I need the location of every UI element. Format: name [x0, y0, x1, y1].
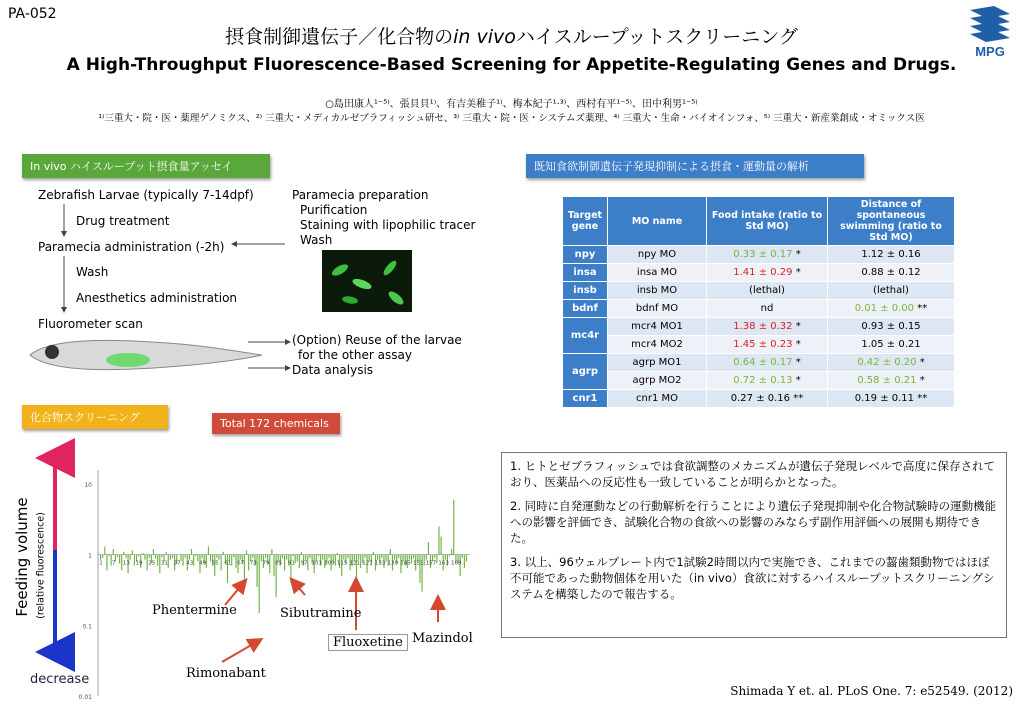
- drug-fluoxetine: Fluoxetine: [328, 634, 408, 651]
- chart-bar: [125, 555, 126, 558]
- chart-bar: [434, 555, 435, 558]
- chart-bar: [208, 547, 209, 555]
- chart-bar: [441, 537, 442, 555]
- section-gene-analysis: 既知食欲制御遺伝子発現抑制による摂食・運動量の解析: [526, 154, 864, 178]
- poster-id: PA-052: [8, 6, 57, 22]
- chart-bar: [394, 555, 395, 560]
- mo-cell: agrp MO2: [608, 372, 707, 390]
- arrow-sibutramine: [292, 580, 305, 595]
- chart-bar: [244, 555, 245, 580]
- mo-cell: insb MO: [608, 282, 707, 300]
- chart-bar: [271, 549, 272, 555]
- flow-step-paramecia: Paramecia administration (-2h): [38, 240, 225, 254]
- chart-bar: [424, 555, 425, 566]
- chart-bar: [166, 552, 167, 555]
- table-row: [563, 390, 955, 408]
- chart-bar: [335, 555, 336, 566]
- flow-diagram: [0, 180, 500, 400]
- table-row: [563, 246, 955, 264]
- chart-bar: [347, 555, 348, 558]
- mpg-logo-stripes-icon: [970, 6, 1010, 42]
- table-row: [563, 264, 955, 282]
- chart-bar: [301, 552, 302, 555]
- chart-bar: [390, 549, 391, 555]
- food-cell: 0.33 ± 0.17 *: [707, 246, 828, 264]
- gene-cell: cnr1: [563, 390, 608, 408]
- flow-step-larvae: Zebrafish Larvae (typically 7-14dpf): [38, 188, 254, 202]
- food-cell: 0.27 ± 0.16 **: [707, 390, 828, 408]
- food-cell: 1.45 ± 0.23 *: [707, 336, 828, 354]
- chart-bar: [305, 555, 306, 560]
- conclusion-box: [501, 452, 1007, 638]
- drug-sibutramine: Sibutramine: [280, 606, 362, 621]
- paramecia-wash: Wash: [300, 233, 333, 247]
- title-ja-post: ハイスループットスクリーニング: [515, 26, 798, 48]
- chart-bar: [223, 552, 224, 555]
- chart-bar: [240, 555, 241, 560]
- chart-bar: [216, 555, 217, 558]
- affiliations: ¹⁾三重大・院・医・薬理ゲノミクス、²⁾ 三重大・メディカルゼブラフィッシュ研セ、³⁾ 三重大・院・医・システムズ薬理、⁴⁾ 三重大・生命・バイオインフォ、⁵⁾ 三重大・新産業創成・オミックス医: [98, 113, 925, 124]
- x-tick-label: 13: [122, 560, 130, 567]
- chart-bar: [373, 552, 374, 555]
- chart-bar: [161, 555, 162, 558]
- dist-cell: 0.88 ± 0.12: [828, 264, 955, 282]
- drug-rimonabant: Rimonabant: [186, 666, 266, 681]
- paramecia-micrograph: [322, 250, 412, 312]
- chart-bar: [377, 555, 378, 560]
- dist-cell: 1.12 ± 0.16: [828, 246, 955, 264]
- chart-bar: [221, 555, 222, 571]
- chart-bar: [309, 555, 310, 558]
- chart-bar: [119, 555, 120, 564]
- chart-bar: [117, 555, 118, 558]
- dist-cell: 0.93 ± 0.15: [828, 318, 955, 336]
- decrease-label: decrease: [30, 672, 90, 687]
- x-tick-label: 55: [211, 560, 219, 567]
- chart-bar: [398, 555, 399, 558]
- x-tick-label: 7: [111, 560, 116, 567]
- chart-bar: [123, 552, 124, 555]
- chart-bar: [102, 555, 103, 558]
- table-row: [563, 282, 955, 300]
- chart-bar: [100, 555, 101, 560]
- chart-bar: [364, 555, 365, 558]
- x-tick-label: 79: [262, 560, 270, 567]
- arrow-rimonabant: [222, 640, 260, 662]
- table-row: [563, 354, 955, 372]
- x-tick-label: 163: [438, 560, 449, 567]
- x-tick-label: 49: [199, 560, 207, 567]
- food-cell: 0.72 ± 0.13 *: [707, 372, 828, 390]
- citation: Shimada Y et. al. PLoS One. 7: e52549. (2012): [730, 684, 1013, 698]
- title-ja-italic: in vivo: [453, 26, 516, 48]
- chart-bar: [130, 555, 131, 560]
- section-compound-screening: 化合物スクリーニング: [22, 405, 168, 429]
- dist-cell: 0.01 ± 0.00 **: [828, 300, 955, 318]
- chart-bar: [227, 555, 228, 583]
- chart-bar: [360, 555, 361, 568]
- total-chemicals-badge: Total 172 chemicals: [212, 413, 340, 434]
- y-tick-label: 0.1: [82, 623, 92, 631]
- x-tick-label: 169: [451, 560, 462, 567]
- x-tick-label: 127: [362, 560, 373, 567]
- option-reuse-2: for the other assay: [298, 348, 412, 362]
- dist-cell: 0.42 ± 0.20 *: [828, 354, 955, 372]
- food-cell: nd: [707, 300, 828, 318]
- dist-cell: 0.58 ± 0.21 *: [828, 372, 955, 390]
- x-tick-label: 115: [336, 560, 348, 567]
- chart-bar: [172, 555, 173, 558]
- header-mo-name: MO name: [608, 197, 707, 246]
- conclusion-2: 2. 同時に自発運動などの行動解析を行うことにより遺伝子発現抑制や化合物試験時の運動機能への影響を評価でき、試験化合物の食欲への影響のみならず副作用評価への展開も期待できた。: [510, 499, 997, 545]
- x-tick-label: 145: [400, 560, 411, 567]
- chart-bar: [246, 550, 247, 554]
- chart-bar: [322, 555, 323, 560]
- header-target-gene: Target gene: [563, 197, 608, 246]
- title-japanese: [0, 22, 1023, 49]
- chart-bar: [451, 549, 452, 555]
- chart-bar: [453, 500, 454, 555]
- chart-bar: [328, 555, 329, 558]
- table-row: [563, 300, 955, 318]
- x-tick-label: 19: [135, 560, 143, 567]
- chart-bar: [144, 555, 145, 560]
- section-invivo-assay: In vivo ハイスループット摂食量アッセイ: [22, 154, 270, 178]
- chart-bar: [286, 555, 287, 560]
- x-tick-label: 67: [237, 560, 245, 567]
- option-reuse: (Option) Reuse of the larvae: [292, 333, 462, 347]
- food-cell: 1.41 ± 0.29 *: [707, 264, 828, 282]
- gene-cell: insb: [563, 282, 608, 300]
- header-food-intake: Food intake (ratio to Std MO): [707, 197, 828, 246]
- mo-cell: cnr1 MO: [608, 390, 707, 408]
- chart-bar: [252, 555, 253, 558]
- title-english: A High-Throughput Fluorescence-Based Screening for Appetite-Regulating Genes and Drugs.: [66, 55, 957, 75]
- x-tick-label: 91: [287, 560, 295, 567]
- chart-bar: [189, 555, 190, 560]
- arrow-phentermine: [225, 581, 245, 605]
- mo-cell: agrp MO1: [608, 354, 707, 372]
- x-tick-label: 1: [99, 560, 103, 567]
- x-tick-label: 85: [275, 560, 283, 567]
- chart-bar: [259, 555, 260, 613]
- x-ticks: [99, 561, 462, 567]
- y-tick-label: 1: [88, 552, 92, 560]
- chart-ylabel: Feeding volume: [13, 497, 31, 617]
- x-tick-label: 121: [349, 560, 361, 567]
- chart-bar: [381, 555, 382, 558]
- x-tick-label: 25: [148, 560, 156, 567]
- chart-bar: [191, 549, 192, 555]
- mo-cell: bdnf MO: [608, 300, 707, 318]
- zebrafish-larva-image: [30, 340, 262, 369]
- flow-step-wash: Wash: [76, 265, 109, 279]
- mo-cell: insa MO: [608, 264, 707, 282]
- paramecia-purification: Purification: [300, 203, 368, 217]
- table-row: [563, 336, 955, 354]
- conclusion-3: 3. 以上、96ウェルプレート内で1試験2時間以内で実施でき、これまでの齧歯類動物ではほぼ不可能であった動物個体を用いた（in vivo）食欲に対するハイスループットスクリーニングシステムを構築したので報告する。: [510, 555, 995, 601]
- chart-ylabel-sub: (relative fluorescence): [35, 512, 47, 619]
- chart-bar: [106, 555, 107, 571]
- dist-cell: 0.19 ± 0.11 **: [828, 390, 955, 408]
- mo-cell: mcr4 MO2: [608, 336, 707, 354]
- paramecia-prep: Paramecia preparation: [292, 188, 429, 202]
- chart-bar: [218, 555, 219, 560]
- chart-bar: [343, 555, 344, 560]
- chart-bar: [202, 555, 203, 559]
- chart-bar: [438, 527, 439, 555]
- drug-mazindol: Mazindol: [412, 631, 473, 646]
- chart-bar: [445, 555, 446, 560]
- table-row: [563, 372, 955, 390]
- chart-bar: [386, 555, 387, 562]
- chart-bar: [185, 555, 186, 558]
- title-ja-pre: 摂食制御遺伝子／化合物の: [225, 26, 454, 48]
- mpg-logo-text: MPG: [975, 44, 1005, 59]
- x-tick-label: 43: [186, 560, 194, 567]
- x-tick-label: 157: [425, 560, 437, 567]
- chart-bar: [419, 555, 420, 583]
- chart-bar: [104, 547, 105, 555]
- chart-bar: [411, 555, 412, 564]
- chart-bar: [428, 542, 429, 554]
- chart-bar: [170, 555, 171, 560]
- chart-bar: [284, 555, 285, 571]
- gene-cell: npy: [563, 246, 608, 264]
- gene-cell: agrp: [563, 354, 608, 390]
- x-tick-label: 97: [300, 560, 308, 567]
- x-tick-label: 133: [374, 560, 386, 567]
- flow-step-anesthetics: Anesthetics administration: [76, 291, 238, 305]
- drug-phentermine: Phentermine: [152, 603, 237, 618]
- x-tick-label: 139: [387, 560, 399, 567]
- mo-results-table: [562, 196, 955, 408]
- dist-cell: (lethal): [828, 282, 955, 300]
- x-tick-label: 61: [224, 560, 232, 567]
- bars: [100, 500, 467, 613]
- food-cell: (lethal): [707, 282, 828, 300]
- chart-bar: [466, 555, 467, 562]
- chart-bar: [157, 555, 158, 566]
- mo-cell: mcr4 MO1: [608, 318, 707, 336]
- conclusion-1: 1. ヒトとゼブラフィッシュでは食欲調整のメカニズムが遺伝子発現レベルで高度に保存されており、医薬品への反応性も一致していることが明らかとなった。: [510, 459, 995, 489]
- chart-bar: [265, 555, 266, 558]
- chart-bar: [358, 555, 359, 560]
- chart-bar: [233, 555, 234, 558]
- x-tick-label: 151: [412, 560, 424, 567]
- chart-bar: [290, 555, 291, 583]
- paramecia-staining: Staining with lipophilic tracer: [300, 218, 476, 232]
- x-tick-label: 103: [311, 560, 322, 567]
- gene-cell: insa: [563, 264, 608, 282]
- chart-bar: [257, 555, 258, 587]
- x-tick-label: 109: [324, 560, 335, 567]
- chart-bar: [413, 555, 414, 558]
- food-cell: 0.64 ± 0.17 *: [707, 354, 828, 372]
- flow-step-drug: Drug treatment: [76, 214, 170, 228]
- y-tick-label: 10: [84, 482, 92, 489]
- mpg-logo: [964, 4, 1016, 60]
- flow-step-fluorometer: Fluorometer scan: [38, 317, 143, 331]
- table-row: [563, 318, 955, 336]
- authors: ○島田康人¹⁻⁵⁾、張貝貝¹⁾、有吉美稚子¹⁾、梅本紀子¹·³⁾、西村有平¹⁻⁵⁾、田中利男¹⁻⁵⁾: [325, 99, 698, 110]
- chart-bar: [462, 555, 463, 558]
- chart-bar: [155, 555, 156, 559]
- chart-bar: [282, 555, 283, 558]
- data-analysis: Data analysis: [292, 363, 374, 377]
- chart-bar: [113, 549, 114, 555]
- header-distance: Distance of spontaneous swimming (ratio to Std MO): [828, 197, 955, 246]
- chart-bar: [464, 555, 465, 568]
- food-cell: 1.38 ± 0.32 *: [707, 318, 828, 336]
- chart-bar: [132, 550, 133, 554]
- y-ticks: [79, 482, 93, 701]
- mo-cell: npy MO: [608, 246, 707, 264]
- dist-cell: 1.05 ± 0.21: [828, 336, 955, 354]
- x-tick-label: 37: [173, 560, 181, 567]
- chart-bar: [426, 555, 427, 560]
- table-header-row: [563, 197, 955, 246]
- chart-bar: [297, 555, 298, 562]
- y-tick-label: 0.01: [78, 694, 92, 701]
- gene-cell: bdnf: [563, 300, 608, 318]
- x-tick-label: 31: [160, 560, 168, 567]
- x-tick-label: 73: [249, 560, 257, 567]
- chart-bar: [409, 555, 410, 560]
- chart-bar: [153, 549, 154, 555]
- gene-cell: mc4r: [563, 318, 608, 354]
- chart-bar: [182, 555, 183, 566]
- chart-bar: [436, 555, 437, 564]
- chart-bar: [149, 555, 150, 558]
